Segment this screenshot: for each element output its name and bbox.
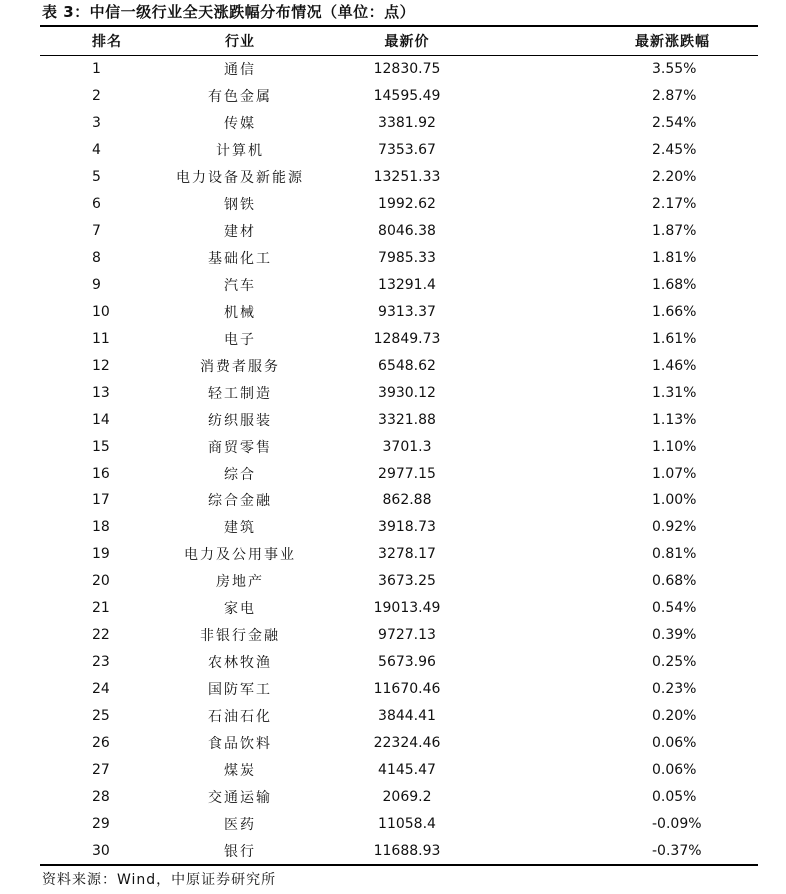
- industry-cell: 钢铁: [224, 197, 256, 214]
- industry-cell: 建材: [224, 224, 256, 241]
- industry-cell: 食品饮料: [208, 735, 272, 752]
- rank-cell: 2: [92, 88, 101, 105]
- change-cell: 1.13%: [652, 411, 697, 428]
- industry-cell: 家电: [224, 601, 256, 618]
- table-caption: 表 3：中信一级行业全天涨跌幅分布情况（单位：点）: [42, 3, 416, 21]
- industry-cell: 建筑: [224, 520, 256, 537]
- price-cell: 3844.41: [378, 707, 436, 724]
- table-row: [40, 137, 758, 164]
- industry-cell: 轻工制造: [208, 385, 272, 402]
- table-row: [40, 218, 758, 245]
- table-row: [40, 352, 758, 379]
- rank-cell: 23: [92, 654, 110, 671]
- table-row: [40, 191, 758, 218]
- industry-cell: 电子: [224, 331, 256, 348]
- price-cell: 3381.92: [378, 115, 436, 132]
- rank-cell: 20: [92, 573, 110, 590]
- change-cell: 3.55%: [652, 61, 697, 78]
- industry-cell: 石油石化: [208, 708, 272, 725]
- industry-cell: 纺织服装: [208, 412, 272, 429]
- change-cell: 0.06%: [652, 761, 697, 778]
- price-cell: 7353.67: [378, 142, 436, 159]
- source-note: 资料来源：Wind，中原证券研究所: [42, 872, 277, 888]
- table-row: [40, 703, 758, 730]
- rank-cell: 27: [92, 761, 110, 778]
- change-cell: 1.68%: [652, 276, 697, 293]
- table-row: [40, 756, 758, 783]
- rank-cell: 22: [92, 627, 110, 644]
- price-cell: 12849.73: [373, 330, 441, 347]
- industry-cell: 国防军工: [208, 682, 272, 699]
- rank-cell: 19: [92, 546, 110, 563]
- change-cell: 0.39%: [652, 627, 697, 644]
- rank-cell: 6: [92, 196, 101, 213]
- price-cell: 14595.49: [373, 88, 441, 105]
- price-cell: 3930.12: [378, 384, 436, 401]
- price-cell: 9727.13: [378, 627, 436, 644]
- industry-cell: 机械: [224, 304, 256, 321]
- industry-cell: 房地产: [216, 574, 264, 591]
- table-row: [40, 83, 758, 110]
- price-cell: 11688.93: [325, 837, 475, 865]
- industry-cell: 煤炭: [224, 762, 256, 779]
- price-cell: 12830.75: [373, 61, 441, 78]
- change-cell: 0.92%: [652, 519, 697, 536]
- industry-cell: 汽车: [224, 277, 256, 294]
- table-row: [40, 810, 758, 837]
- rank-cell: 5: [92, 169, 101, 186]
- table-row: [40, 406, 758, 433]
- industry-cell: 医药: [224, 816, 256, 833]
- change-cell: 2.17%: [652, 196, 697, 213]
- industry-cell: 非银行金融: [200, 628, 280, 645]
- rank-cell: 8: [92, 250, 101, 267]
- change-cell: 0.81%: [652, 546, 697, 563]
- rank-cell: 15: [92, 438, 110, 455]
- price-cell: 8046.38: [378, 223, 436, 240]
- price-cell: 862.88: [382, 492, 432, 509]
- change-cell: 0.54%: [652, 600, 697, 617]
- price-cell: 5673.96: [378, 654, 436, 671]
- table-row: [40, 676, 758, 703]
- industry-cell: 电力设备及新能源: [176, 170, 304, 187]
- rank-cell: 26: [92, 734, 110, 751]
- rank-cell: 10: [92, 303, 110, 320]
- table-row: [40, 164, 758, 191]
- change-cell: 1.87%: [652, 223, 697, 240]
- rank-cell: 3: [92, 115, 101, 132]
- industry-cell: 银行: [155, 837, 325, 865]
- rank-cell: 9: [92, 276, 101, 293]
- table-row: [40, 622, 758, 649]
- industry-cell: 传媒: [224, 116, 256, 133]
- rank-cell: 17: [92, 492, 110, 509]
- industry-cell: 交通运输: [208, 789, 272, 806]
- table-row: [40, 460, 758, 487]
- table-row: [40, 783, 758, 810]
- change-cell: 1.81%: [652, 250, 697, 267]
- change-cell: 1.46%: [652, 357, 697, 374]
- change-cell: 2.87%: [652, 88, 697, 105]
- table-row: [40, 649, 758, 676]
- price-cell: 3321.88: [378, 411, 436, 428]
- change-cell: -0.09%: [652, 815, 702, 832]
- price-cell: 6548.62: [378, 357, 436, 374]
- header-industry: 行业: [155, 26, 325, 56]
- header-price: 最新价: [325, 26, 475, 56]
- change-cell: 1.31%: [652, 384, 697, 401]
- table-row: [40, 433, 758, 460]
- industry-cell: 通信: [224, 62, 256, 79]
- change-cell: 1.10%: [652, 438, 697, 455]
- table-row: [40, 245, 758, 272]
- rank-cell: 13: [92, 384, 110, 401]
- rank-cell: 18: [92, 519, 110, 536]
- header-change: 最新涨跌幅: [475, 26, 758, 56]
- table-row: [40, 56, 758, 83]
- change-cell: 0.06%: [652, 734, 697, 751]
- price-cell: 13251.33: [373, 169, 441, 186]
- industry-cell: 综合: [224, 466, 256, 483]
- price-cell: 1992.62: [378, 196, 436, 213]
- price-cell: 11058.4: [378, 815, 436, 832]
- table-row: [40, 110, 758, 137]
- rank-cell: 11: [92, 330, 110, 347]
- change-cell: 0.25%: [652, 654, 697, 671]
- price-cell: 13291.4: [378, 276, 436, 293]
- industry-cell: 消费者服务: [200, 358, 280, 375]
- price-cell: 2977.15: [378, 465, 436, 482]
- change-cell: 1.66%: [652, 303, 697, 320]
- table-row: [40, 325, 758, 352]
- industry-change-table: [40, 25, 758, 866]
- change-cell: 0.68%: [652, 573, 697, 590]
- change-cell: 0.05%: [652, 788, 697, 805]
- price-cell: 7985.33: [378, 250, 436, 267]
- change-cell: 2.20%: [652, 169, 697, 186]
- rank-cell: 1: [92, 61, 101, 78]
- price-cell: 19013.49: [373, 600, 441, 617]
- industry-cell: 农林牧渔: [208, 655, 272, 672]
- table-row: [40, 487, 758, 514]
- table-row: [40, 729, 758, 756]
- header-rank: 排名: [40, 26, 155, 56]
- industry-cell: 有色金属: [208, 89, 272, 106]
- price-cell: 3701.3: [382, 438, 432, 455]
- change-cell: 2.45%: [652, 142, 697, 159]
- change-cell: 1.00%: [652, 492, 697, 509]
- industry-cell: 计算机: [216, 143, 264, 160]
- table-row: [40, 298, 758, 325]
- change-cell: -0.37%: [475, 837, 758, 865]
- industry-cell: 电力及公用事业: [184, 547, 296, 564]
- rank-cell: 24: [92, 681, 110, 698]
- price-cell: 22324.46: [373, 734, 441, 751]
- industry-cell: 基础化工: [208, 251, 272, 268]
- price-cell: 4145.47: [378, 761, 436, 778]
- rank-cell: 14: [92, 411, 110, 428]
- table-row: [40, 514, 758, 541]
- price-cell: 2069.2: [382, 788, 432, 805]
- rank-cell: 29: [92, 815, 110, 832]
- rank-cell: 16: [92, 465, 110, 482]
- industry-cell: 商贸零售: [208, 439, 272, 456]
- change-cell: 2.54%: [652, 115, 697, 132]
- price-cell: 3673.25: [378, 573, 436, 590]
- rank-cell: 4: [92, 142, 101, 159]
- price-cell: 9313.37: [378, 303, 436, 320]
- price-cell: 3278.17: [378, 546, 436, 563]
- rank-cell: 28: [92, 788, 110, 805]
- table-row: [40, 541, 758, 568]
- rank-cell: 25: [92, 707, 110, 724]
- industry-cell: 综合金融: [208, 493, 272, 510]
- table-row: [40, 379, 758, 406]
- price-cell: 11670.46: [373, 681, 441, 698]
- table-row: [40, 595, 758, 622]
- change-cell: 0.20%: [652, 707, 697, 724]
- table-row: [40, 837, 758, 865]
- header-row: [40, 26, 758, 56]
- change-cell: 1.07%: [652, 465, 697, 482]
- table-row: [40, 568, 758, 595]
- rank-cell: 21: [92, 600, 110, 617]
- table-row: [40, 272, 758, 299]
- change-cell: 1.61%: [652, 330, 697, 347]
- change-cell: 0.23%: [652, 681, 697, 698]
- rank-cell: 12: [92, 357, 110, 374]
- rank-cell: 7: [92, 223, 101, 240]
- price-cell: 3918.73: [378, 519, 436, 536]
- rank-cell: 30: [40, 837, 155, 865]
